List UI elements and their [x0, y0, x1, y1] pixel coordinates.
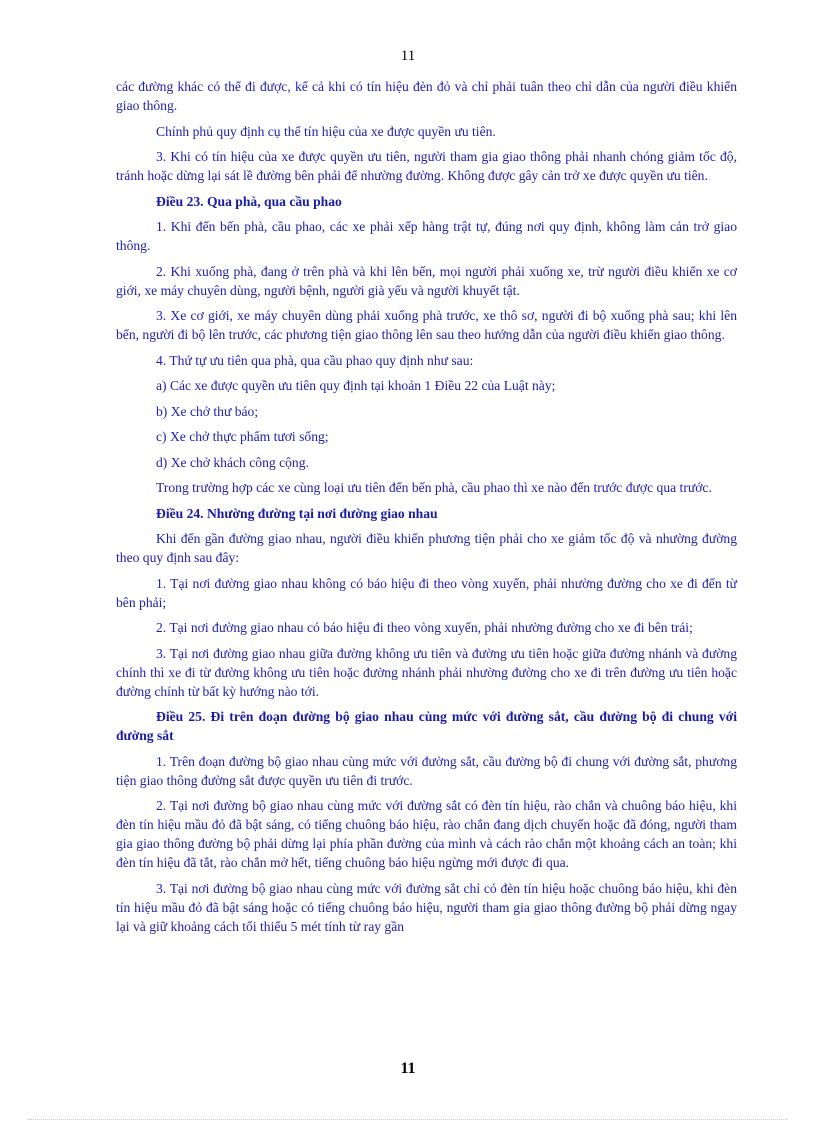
paragraph-continuation: các đường khác có thể đi được, kể cả khi có tín hiệu đèn đỏ và chỉ phải tuân theo chỉ dẫn của người điều khiển giao thông.: [116, 79, 737, 113]
paragraph: Trong trường hợp các xe cùng loại ưu tiên đến bến phà, cầu phao thì xe nào đến trước được qua trước.: [156, 480, 712, 495]
paragraph: 2. Khi xuống phà, đang ở trên phà và khi lên bến, mọi người phải xuống xe, trừ người điều khiển xe cơ giới, xe máy chuyên dùng, người bệnh, người già yếu và người khuyết tật.: [116, 263, 737, 298]
paragraph: 3. Tại nơi đường giao nhau giữa đường không ưu tiên và đường ưu tiên hoặc giữa đường nhánh và đường chính thì xe đi từ đường không ưu tiên hoặc đường nhánh phải nhường đường cho xe đi trên đường ưu tiên hoặc đường chính từ bất kỳ hướng nào tới.: [116, 645, 737, 699]
paragraph: 1. Tại nơi đường giao nhau không có báo hiệu đi theo vòng xuyến, phải nhường đường cho xe đi đến từ bên phải;: [116, 575, 737, 610]
list-item: d) Xe chở khách công cộng.: [156, 454, 309, 470]
list-item: a) Các xe được quyền ưu tiên quy định tại khoản 1 Điều 22 của Luật này;: [156, 378, 556, 393]
paragraph: 1. Khi đến bến phà, cầu phao, các xe phải xếp hàng trật tự, đúng nơi quy định, không làm cản trở giao thông.: [116, 219, 737, 253]
article-heading-23: Điều 23. Qua phà, qua cầu phao: [156, 193, 342, 209]
paragraph: 1. Trên đoạn đường bộ giao nhau cùng mức với đường sắt, cầu đường bộ đi chung với đường sắt, phương tiện giao thông đường sắt được quyền ưu tiên đi trước.: [116, 753, 737, 788]
paragraph: 2. Tại nơi đường giao nhau có báo hiệu đi theo vòng xuyến, phải nhường đường cho xe đi bên trái;: [156, 620, 693, 635]
page-number-bottom: 11: [400, 1060, 416, 1077]
paragraph: 3. Khi có tín hiệu của xe được quyền ưu tiên, người tham gia giao thông phải nhanh chóng giảm tốc độ, tránh hoặc dừng lại sát lề đường bên phải để nhường đường. Không được gây cản trở xe được quyền ưu tiên.: [116, 149, 737, 183]
document-body: [116, 77, 737, 942]
article-heading-24: Điều 24. Nhường đường tại nơi đường giao nhau: [156, 505, 438, 521]
list-item: c) Xe chở thực phẩm tươi sống;: [156, 429, 329, 444]
paragraph: Khi đến gần đường giao nhau, người điều khiển phương tiện phải cho xe giảm tốc độ và nhường đường theo quy định sau đây:: [116, 531, 737, 565]
article-heading-25: Điều 25. Đi trên đoạn đường bộ giao nhau cùng mức với đường sắt, cầu đường bộ đi chung với đường sắt: [116, 709, 737, 743]
page-number-top: 11: [400, 48, 416, 64]
paragraph: Chính phủ quy định cụ thể tín hiệu của xe được quyền ưu tiên.: [156, 123, 496, 139]
paragraph: 3. Tại nơi đường bộ giao nhau cùng mức với đường sắt chỉ có đèn tín hiệu hoặc chuông báo hiệu, khi đèn tín hiệu mầu đỏ đã bật sáng hoặc có tiếng chuông báo hiệu, người tham gia giao thông đường bộ phải dừng ngay lại và giữ khoảng cách tối thiểu 5 mét tính từ ray gần: [116, 880, 737, 934]
list-item: b) Xe chở thư báo;: [156, 403, 259, 419]
paragraph: 4. Thứ tự ưu tiên qua phà, qua cầu phao quy định như sau:: [156, 352, 474, 368]
paragraph: 3. Xe cơ giới, xe máy chuyên dùng phải xuống phà trước, xe thô sơ, người đi bộ xuống phà sau; khi lên bến, người đi bộ lên trước, các phương tiện giao thông lên sau theo hướng dẫn của người điều khiển giao thông.: [116, 308, 737, 342]
page-bottom-divider: [28, 1119, 788, 1120]
paragraph: 2. Tại nơi đường bộ giao nhau cùng mức với đường sắt có đèn tín hiệu, rào chắn và chuông báo hiệu, khi đèn tín hiệu mầu đỏ đã bật sáng, có tiếng chuông báo hiệu, rào chắn đang dịch chuyển hoặc đã đóng, người tham gia giao thông đường bộ phải dừng lại phía phần đường của mình và cách rào chắn một khoảng cách an toàn; khi đèn tín hiệu đã tắt, rào chắn mở hết, tiếng chuông báo hiệu ngừng mới được đi qua.: [116, 798, 737, 870]
